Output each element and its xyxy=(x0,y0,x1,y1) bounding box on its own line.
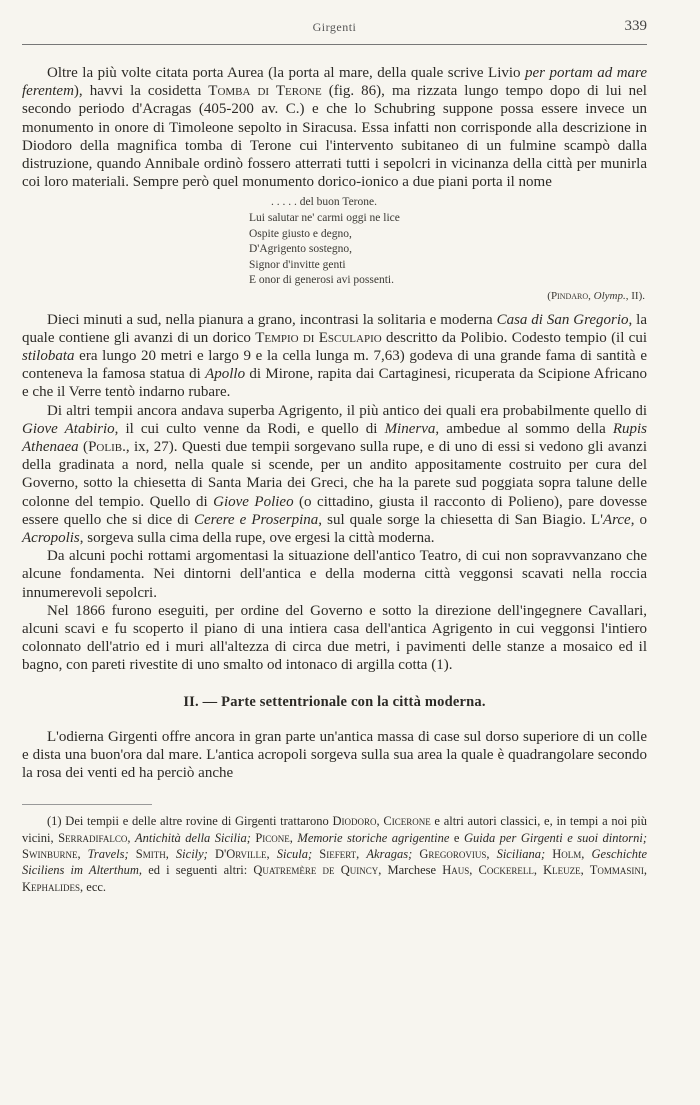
poem-line: Signor d'invitte genti xyxy=(249,258,346,271)
section-heading: II. — Parte settentrionale con la città moderna. xyxy=(183,693,486,710)
page-number: 339 xyxy=(624,18,647,34)
footnote-ref[interactable]: (1) xyxy=(431,657,449,674)
poem-line: . . . . . del buon Terone. xyxy=(271,196,377,209)
paragraph-odierna-girgenti: L'odierna Girgenti offre ancora in gran parte un'antica massa di case sul dorso superiore di un colle e dista una buon'ora dal mare. L'antica acropoli sorgeva sulla sua area la quale è quadrangolare secondo la rosa dei venti ed ha perciò anche xyxy=(22,728,647,782)
running-title: Girgenti xyxy=(312,20,357,34)
running-header xyxy=(22,18,647,44)
poem-line: E onor di generosi avi possenti. xyxy=(249,274,395,287)
footnote: (1) Dei tempii e delle altre rovine di Girgenti trattarono Diodoro, Cicerone e altri autori classici, e, in tempi a noi più vicini, Serradifalco, Antichità della Sicilia; Picone, Memorie storiche agrigentine e Guida per Girgenti e suoi dintorni; Swinburne, Travels; Smith, Sicily; D'Orville, Sicula; Siefert, Akragas; Gregorovius, Siciliana; Holm, Geschichte Siciliens im Alterthum, ed i seguenti altri: Quatremère de Quincy, Marchese Haus, Cockerell, Kleuze, Tommasini, Kephalides, ecc. xyxy=(22,814,648,894)
paragraph-teatro: Da alcuni pochi rottami argomentasi la situazione dell'antico Teatro, di cui non sopravvanzano che alcune fondamenta. Nei dintorni dell'antica e della moderna città veggonsi scavati nella roccia innumerevoli sepolcri. xyxy=(22,548,647,601)
paragraph-san-gregorio: Dieci minuti a sud, nella pianura a grano, incontrasi la solitaria e moderna Casa di San Gregorio, la quale contiene gli avanzi di un dorico Tempio di Esculapio descritto da Polibio. Codesto tempio (il cui stilobata era lungo 20 metri e largo 9 e la cella lunga m. 7,63) godeva di una grande fama di santità e conteneva la famosa statua di Apollo di Mirone, rapita dai Cartaginesi, ricuperata da Scipione Africano e che il Verre tentò indarno rubare. xyxy=(22,311,647,401)
header-rule xyxy=(22,44,647,45)
poem-line: Lui salutar ne' carmi oggi ne lice xyxy=(249,212,400,225)
page-body xyxy=(22,64,647,895)
paragraph-altri-tempii: Di altri tempii ancora andava superba Agrigento, il più antico dei quali era probabilmente quello di Giove Atabirio, il cui culto venne da Rodi, e quello di Minerva, ambedue al sommo della Rupis Athenaea (Polib., ix, 27). Questi due tempii sorgevano sulla rupe, e di uno di essi si vedono gli avanzi della gradinata a nord, nella quale si scende, per un andito appositamente costruito per cura del Governo, sotto la chiesetta di Santa Maria dei Greci, che ha la parete sud poggiata sopra talune delle colonne del tempio. Quello di Giove Polieo (o cittadino, giusta il racconto di Polieno), pare dovesse essere quello che si dice di Cerere e Proserpina, sul quale sorge la chiesetta di San Biagio. L'Arce, o Acropolis, sorgeva sulla cima della rupe, ove ergesi la città moderna. xyxy=(22,402,648,547)
poem-citation: (Pindaro, Olymp., II). xyxy=(547,289,645,302)
paragraph-porta-aurea: Oltre la più volte citata porta Aurea (la porta al mare, della quale scrive Livio per portam ad mare ferentem), havvi la cosidetta Tomba di Terone (fig. 86), ma rizzata lungo tempo dopo di lui nel secondo periodo d'Acragas (405-200 av. C.) e che lo Schubring suppone possa essere invece un monumento in onore di Timoleone sepolto in Siracusa. Essa infatti non corrisponde alla descrizione in Diodoro della magnifica tomba di Terone cui l'intervento subitaneo di un fulmine scampò dalla distruzione, quando Annibale ordinò fossero atterrati tutti i sepolcri in vicinanza della città per munirla coi loro materiali. Sempre però quel monumento dorico-ionico a due piani porta il nome xyxy=(22,65,647,191)
footnote-rule xyxy=(22,804,152,805)
poem-line: Ospite giusto e degno, xyxy=(249,227,352,240)
poem-line: D'Agrigento sostegno, xyxy=(249,243,353,256)
paragraph-scavi-1866: Nel 1866 furono eseguiti, per ordine del Governo e sotto la direzione dell'ingegnere Cavallari, alcuni scavi e fu scoperto il piano di una intiera casa dell'antica Agrigento in cui veggonsi l'intiero colonnato dell'atrio ed i muri all'altezza di circa due metri, i pavimenti delle stanze a mosaico ed il bagno, con pareti rivestite di uno smalto od intonaco di argilla cotta (1). xyxy=(22,602,647,674)
pindar-quotation xyxy=(249,195,647,304)
